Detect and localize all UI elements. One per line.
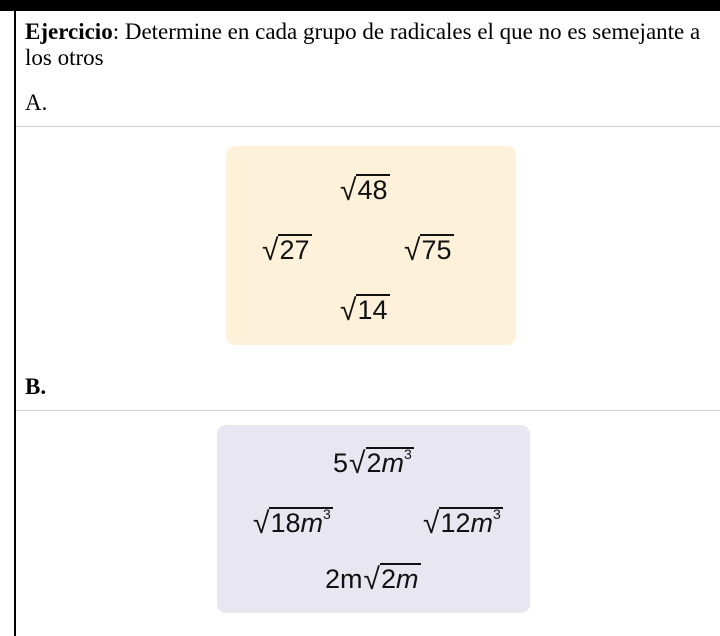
- top-border: [0, 0, 720, 11]
- radical-b-3: √ $12m^3$: [423, 506, 501, 540]
- group-a-box: [226, 146, 516, 345]
- radical-a-2: √ 27: [262, 234, 310, 267]
- radical-a-4: √ 14: [340, 294, 388, 327]
- left-border: [14, 11, 16, 636]
- radical-b-1: 5 √ $2m^3$: [333, 446, 412, 480]
- radical-b-2: √ $18m^3$: [253, 506, 331, 540]
- prompt-bold: Ejercicio: [25, 19, 113, 44]
- radical-a-1: √ 48: [340, 174, 388, 207]
- table-row-divider: [16, 126, 720, 127]
- group-b-box: [217, 425, 530, 613]
- radical-b-4: 2m √ 2m: [325, 563, 419, 596]
- prompt-text: : Determine en cada grupo de radicales el que no es semejante a los otros: [25, 19, 701, 70]
- group-b-label: B.: [25, 374, 47, 399]
- group-a-label: A.: [25, 90, 48, 115]
- table-row-divider: [16, 410, 720, 411]
- exercise-prompt: [25, 19, 715, 71]
- radical-a-3: √ 75: [404, 234, 452, 267]
